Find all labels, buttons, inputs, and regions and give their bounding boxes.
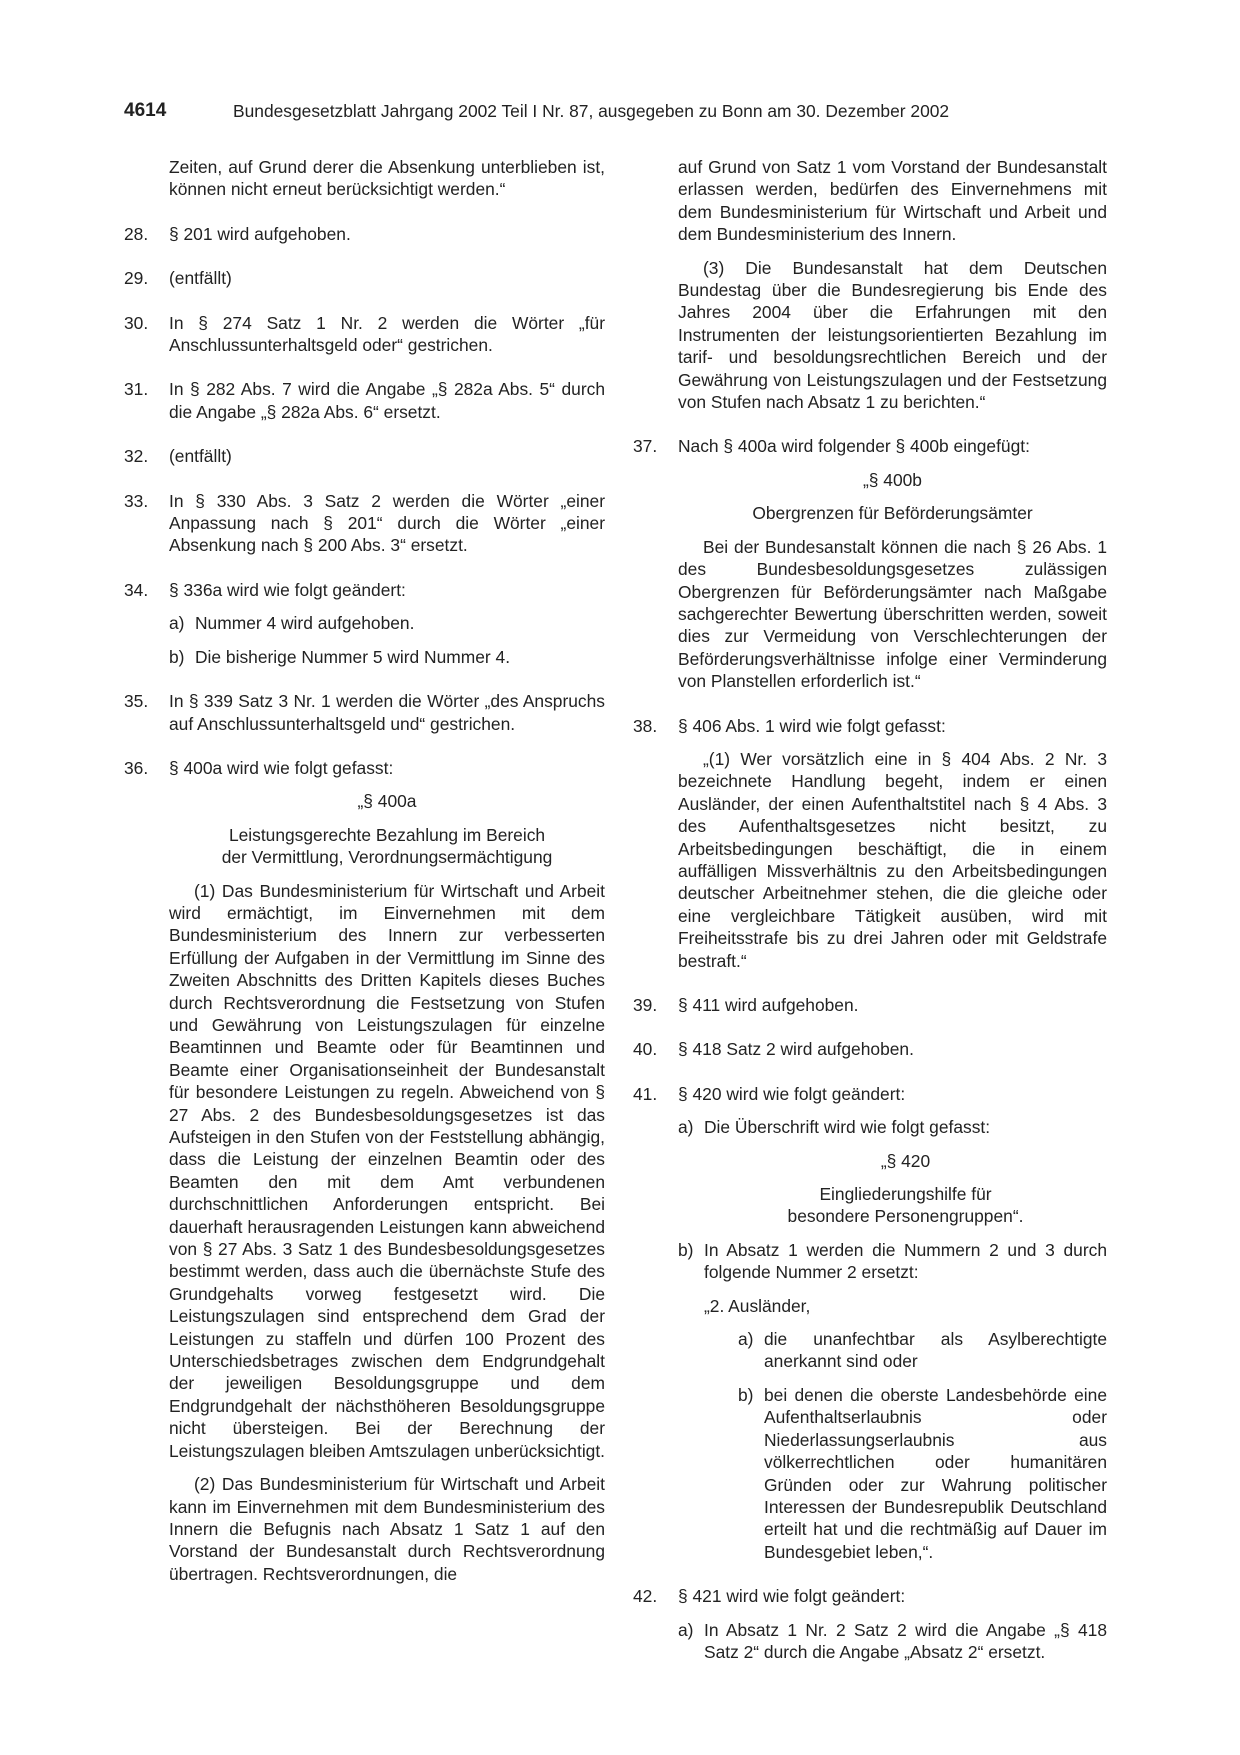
sub-item-text: Die bisherige Nummer 5 wird Nummer 4. xyxy=(195,646,511,667)
item-41 xyxy=(633,1083,1107,1563)
continued-text: Zeiten, auf Grund derer die Absenkung unterblieben ist, können nicht erneut berücksichtigt werden.“ xyxy=(169,157,605,200)
paragraph-heading: „§ 400a xyxy=(357,791,417,812)
item-29 xyxy=(124,267,605,289)
sub-item-label: a) xyxy=(678,1619,694,1640)
item-text: § 400a wird wie folgt gefasst: xyxy=(169,757,394,778)
sub-item-a xyxy=(169,612,605,634)
item-number: 39. xyxy=(633,995,658,1015)
sub-item-a xyxy=(678,1619,1107,1664)
item-37 xyxy=(633,435,1107,692)
paragraph-heading: „§ 400b xyxy=(863,469,922,490)
nested-item-label: a) xyxy=(738,1329,754,1350)
sub-item-text: Die Überschrift wird wie folgt gefasst: xyxy=(704,1117,991,1138)
item-text: (entfällt) xyxy=(169,268,232,289)
item-number: 31. xyxy=(124,379,149,400)
item-number: 29. xyxy=(124,268,149,289)
page-number: 4614 xyxy=(124,100,167,121)
sub-item-label: b) xyxy=(169,646,185,667)
paragraph-title-line-2: der Vermittlung, Verordnungsermächtigung xyxy=(221,847,553,868)
item-31 xyxy=(124,378,605,423)
sub-item-label: a) xyxy=(169,613,185,634)
item-text: § 411 wird aufgehoben. xyxy=(678,995,859,1015)
section-3: (3) Die Bundesanstalt hat dem Deutschen Bundestag über die Bundesregierung bis Ende des Jahres 2004 über die Erfahrungen mit den Instrumenten der leistungsorientierten Bezahlung im tarif- und besoldungsrechtlichen Bereich und der Gewährung von Leistungszulagen und der Festsetzung von Stufen nach Absatz 1 zu berichten.“ xyxy=(678,257,1107,413)
sub-item-text: In Absatz 1 werden die Nummern 2 und 3 durch folgende Nummer 2 ersetzt: xyxy=(704,1239,1107,1283)
item-number: 36. xyxy=(124,757,149,778)
item-33 xyxy=(124,490,605,557)
nested-item-text: die unanfechtbar als Asylberechtigte anerkannt sind oder xyxy=(764,1329,1107,1372)
nested-item-text: bei denen die oberste Landesbehörde eine Aufenthaltserlaubnis oder Niederlassungserlaubnis aus völkerrechtlichen oder humanitären Gründen oder zur Wahrung politischer Interessen der Bundesrepublik Deutschland erteilt hat und die rechtmäßig auf Dauer im Bundesgebiet leben,“. xyxy=(764,1384,1107,1562)
item-36 xyxy=(124,757,605,1585)
item-text: § 418 Satz 2 wird aufgehoben. xyxy=(678,1039,914,1060)
item-text: In § 282 Abs. 7 wird die Angabe „§ 282a Abs. 5“ durch die Angabe „§ 282a Abs. 6“ ersetzt. xyxy=(169,379,605,422)
item-text: Nach § 400a wird folgender § 400b eingefügt: xyxy=(678,436,1030,457)
item-number: 33. xyxy=(124,490,149,511)
sub-item-b xyxy=(678,1239,1107,1563)
sub-item-a xyxy=(678,1116,1107,1228)
item-number: 32. xyxy=(124,446,149,467)
paragraph-body: Bei der Bundesanstalt können die nach § 26 Abs. 1 des Bundesbesoldungsgesetzes zulässigen Obergrenzen für Beförderungsämter nach Maßgabe sachgerechter Bewertung überschritten werden, soweit dies zur Vermeidung von Verschlechterungen der Beförderungsverhältnisse infolge einer Verminderung von Planstellen erforderlich ist.“ xyxy=(678,536,1107,692)
sub-item-b xyxy=(169,646,605,668)
sub-item-label: a) xyxy=(678,1117,694,1138)
item-34 xyxy=(124,579,605,668)
item-text: (entfällt) xyxy=(169,446,232,467)
nested-item-label: b) xyxy=(738,1384,754,1405)
item-number: 40. xyxy=(633,1039,658,1060)
item-number: 42. xyxy=(633,1586,658,1607)
paragraph-title: Obergrenzen für Beförderungsämter xyxy=(752,503,1033,524)
paragraph-title-line-1: Eingliederungshilfe für xyxy=(819,1184,992,1205)
left-column xyxy=(124,156,605,1585)
continued-text: auf Grund von Satz 1 vom Vorstand der Bundesanstalt erlassen werden, bedürfen des Einvernehmens mit dem Bundesministerium für Wirtschaft und Arbeit und dem Bundesministerium des Innern. xyxy=(678,157,1107,245)
item-number: 37. xyxy=(633,436,658,457)
item-text: § 420 wird wie folgt geändert: xyxy=(678,1083,906,1104)
sub-item-text: Nummer 4 wird aufgehoben. xyxy=(195,613,415,634)
item-28 xyxy=(124,223,605,245)
item-text: § 201 wird aufgehoben. xyxy=(169,223,351,244)
number-2-heading: „2. Ausländer, xyxy=(704,1295,811,1316)
item-text: In § 339 Satz 3 Nr. 1 werden die Wörter „des Anspruchs auf Anschlussunterhaltsgeld und“ gestrichen. xyxy=(169,691,605,734)
section-1: (1) Das Bundesministerium für Wirtschaft und Arbeit wird ermächtigt, im Einvernehmen mit dem Bundesministerium des Innern zur verbesserten Erfüllung der Aufgaben in der Vermittlung im Sinne des Zweiten Abschnitts des Dritten Kapitels dieses Buches durch Rechtsverordnung die Festsetzung von Stufen und Gewährung von Leistungszulagen für einzelne Beamtinnen und Beamte oder für Beamtinnen und Beamte einer Organisationseinheit der Bundesanstalt für besondere Leistungen zu regeln. Abweichend von § 27 Abs. 2 des Bundesbesoldungsgesetzes ist das Aufsteigen in den Stufen von der Feststellung abhängig, dass die Leistung der einzelnen Beamtin oder des Beamten den mit dem Amt verbundenen durchschnittlichen Anforderungen entspricht. Bei dauerhaft herausragenden Leistungen kann abweichend von § 27 Abs. 3 Satz 1 des Bundesbesoldungsgesetzes bestimmt werden, dass auch die übernächste Stufe des Grundgehalts vorweg festgesetzt wird. Die Leistungszulagen sind entsprechend dem Grad der Leistungen zu staffeln und dürfen 100 Prozent des Unterschiedsbetrages zwischen dem Endgrundgehalt der jeweiligen Besoldungsgruppe und dem Endgrundgehalt der nächsthöheren Besoldungsgruppe nicht übersteigen. Bei der Berechnung der Leistungszulagen bleiben Amtszulagen unberücksichtigt. xyxy=(169,880,606,1461)
paragraph-title-line-1: Leistungsgerechte Bezahlung im Bereich xyxy=(228,824,546,845)
running-title: Bundesgesetzblatt Jahrgang 2002 Teil I Nr. 87, ausgegeben zu Bonn am 30. Dezember 2002 xyxy=(233,101,950,121)
item-40 xyxy=(633,1038,1107,1060)
item-number: 30. xyxy=(124,312,149,333)
paragraph-heading: „§ 420 xyxy=(880,1150,931,1171)
item-35 xyxy=(124,690,605,735)
item-text: § 406 Abs. 1 wird wie folgt gefasst: xyxy=(678,715,946,736)
item-text: § 421 wird wie folgt geändert: xyxy=(678,1586,906,1607)
item-39 xyxy=(633,994,1107,1016)
page-header xyxy=(124,100,1007,126)
sub-item-label: b) xyxy=(678,1239,694,1260)
item-number: 35. xyxy=(124,691,149,712)
nested-item-a xyxy=(738,1328,1107,1373)
item-text: In § 330 Abs. 3 Satz 2 werden die Wörter „einer Anpassung nach § 201“ durch die Wörter „einer Absenkung nach § 200 Abs. 3“ ersetzt. xyxy=(169,490,605,556)
right-column xyxy=(633,156,1107,1663)
item-number: 34. xyxy=(124,579,149,600)
section-2: (2) Das Bundesministerium für Wirtschaft und Arbeit kann im Einvernehmen mit dem Bundesministerium des Innern die Befugnis nach Absatz 1 Satz 1 auf den Vorstand der Bundesanstalt durch Rechtsverordnung übertragen. Rechtsverordnungen, die xyxy=(169,1474,605,1584)
item-text: In § 274 Satz 1 Nr. 2 werden die Wörter „für Anschlussunterhaltsgeld oder“ gestrichen. xyxy=(169,312,605,356)
item-32 xyxy=(124,445,605,467)
paragraph-body: „(1) Wer vorsätzlich eine in § 404 Abs. 2 Nr. 3 bezeichnete Handlung begeht, indem er einen Ausländer, der einen Aufenthaltstitel nach § 4 Abs. 3 des Aufenthaltsgesetzes nicht besitzt, zu Arbeitsbedingungen beschäftigt, die in einem auffälligen Missverhältnis zu den Arbeitsbedingungen deutscher Arbeitnehmer stehen, die die gleiche oder eine vergleichbare Tätigkeit ausüben, wird mit Freiheitsstrafe bis zu drei Jahren oder mit Geldstrafe bestraft.“ xyxy=(678,748,1107,971)
paragraph-title-line-2: besondere Personengruppen“. xyxy=(787,1206,1024,1227)
item-number: 28. xyxy=(124,223,149,244)
sub-item-text: In Absatz 1 Nr. 2 Satz 2 wird die Angabe „§ 418 Satz 2“ durch die Angabe „Absatz 2“ ersetzt. xyxy=(704,1619,1107,1662)
item-number: 38. xyxy=(633,715,658,736)
item-42 xyxy=(633,1585,1107,1663)
item-30 xyxy=(124,312,605,357)
item-text: § 336a wird wie folgt geändert: xyxy=(169,579,406,600)
nested-item-b xyxy=(738,1384,1107,1563)
item-38 xyxy=(633,715,1107,972)
item-number: 41. xyxy=(633,1083,658,1104)
